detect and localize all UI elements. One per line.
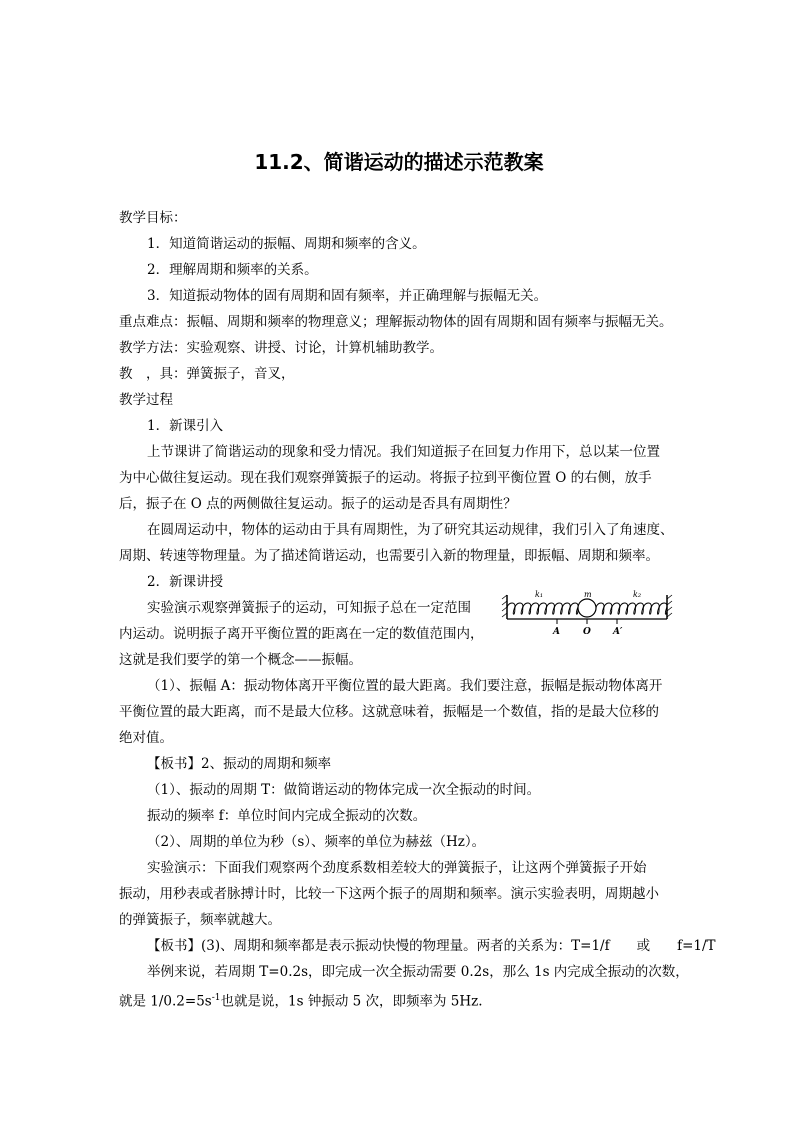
text-fragment: 就是 1/0.2=5s — [119, 993, 212, 1010]
text-line: 实验演示观察弹簧振子的运动，可知振子总在一定范围 — [147, 600, 471, 616]
text-line: 平衡位置的最大距离，而不是最大位移。这就意味着，振幅是一个数值，指的是最大位移的 — [119, 704, 659, 720]
text-line: 举例来说，若周期 T=0.2s，即完成一次全振动需要 0.2s，那么 1s 内完成全振动的次数， — [147, 964, 689, 980]
text-line: （1）、振动的周期 T：做简谐运动的物体完成一次全振动的时间。 — [147, 782, 541, 798]
text-line: 教 ，具：弹簧振子，音叉， — [119, 366, 295, 382]
label-A-prime: A′ — [613, 627, 623, 637]
label-m: m — [584, 590, 592, 599]
text-line: 周期、转速等物理量。为了描述简谐运动，也需要引入新的物理量，即振幅、周期和频率。 — [119, 548, 659, 564]
text-line: 在圆周运动中，物体的运动由于具有周期性，为了研究其运动规律，我们引入了角速度、 — [147, 522, 674, 538]
text-fragment: 也就是说，1s 钟振动 5 次，即频率为 5Hz. — [220, 993, 483, 1010]
text-line: 这就是我们要学的第一个概念——振幅。 — [119, 652, 362, 668]
text-line: 绝对值。 — [119, 730, 173, 746]
text-line: 2．理解周期和频率的关系。 — [147, 262, 318, 278]
text-line: （2）、周期的单位为秒（s）、频率的单位为赫兹（Hz）。 — [147, 834, 486, 850]
spring-oscillator-figure — [501, 589, 673, 639]
text-line: 上节课讲了简谐运动的现象和受力情况。我们知道振子在回复力作用下，总以某一位置 — [147, 444, 660, 460]
text-line: 【板书】(3)、周期和频率都是表示振动快慢的物理量。两者的关系为：T=1/f 或 f=1/T — [147, 938, 716, 954]
label-k2: k₂ — [633, 590, 642, 599]
text-line: 内运动。说明振子离开平衡位置的距离在一定的数值范围内， — [119, 626, 484, 642]
spring-left — [507, 603, 578, 614]
text-line: 为中心做往复运动。现在我们观察弹簧振子的运动。将振子拉到平衡位置 O 的右侧，放手 — [119, 470, 652, 486]
text-line: 1．知道简谐运动的振幅、周期和频率的含义。 — [147, 236, 426, 252]
label-k1: k₁ — [535, 590, 544, 599]
page-title: 11.2、简谐运动的描述示范教案 — [254, 150, 544, 174]
text-line: 振动，用秒表或者脉搏计时，比较一下这两个振子的周期和频率。演示实验表明，周期越小 — [119, 886, 659, 902]
text-line: 振动的频率 f：单位时间内完成全振动的次数。 — [147, 808, 427, 824]
text-line: （1）、振幅 A：振动物体离开平衡位置的最大距离。我们要注意，振幅是振动物体离开 — [147, 678, 663, 694]
text-line: 2．新课讲授 — [147, 574, 224, 590]
superscript: -1 — [211, 993, 221, 1003]
text-line: 【板书】2、振动的周期和频率 — [147, 756, 332, 772]
text-line: 教学方法：实验观察、讲授、讨论，计算机辅助教学。 — [119, 340, 443, 356]
label-O: O — [583, 627, 591, 637]
text-line: 1．新课引入 — [147, 418, 224, 434]
mass-ball — [578, 599, 596, 617]
spring-right — [596, 603, 667, 614]
text-line: 3．知道振动物体的固有周期和固有频率，并正确理解与振幅无关。 — [147, 288, 548, 304]
label-A: A — [553, 627, 560, 637]
text-line: 教学目标： — [119, 210, 187, 226]
text-line: 教学过程 — [119, 392, 173, 408]
text-line: 实验演示：下面我们观察两个劲度系数相差较大的弹簧振子，让这两个弹簧振子开始 — [147, 860, 647, 876]
text-line: 后，振子在 O 点的两侧做往复运动。振子的运动是否具有周期性？ — [119, 496, 517, 512]
text-line: 的弹簧振子，频率就越大。 — [119, 912, 281, 928]
text-line: 重点难点：振幅、周期和频率的物理意义；理解振动物体的固有周期和固有频率与振幅无关。 — [119, 314, 673, 330]
text-line — [119, 988, 483, 1012]
